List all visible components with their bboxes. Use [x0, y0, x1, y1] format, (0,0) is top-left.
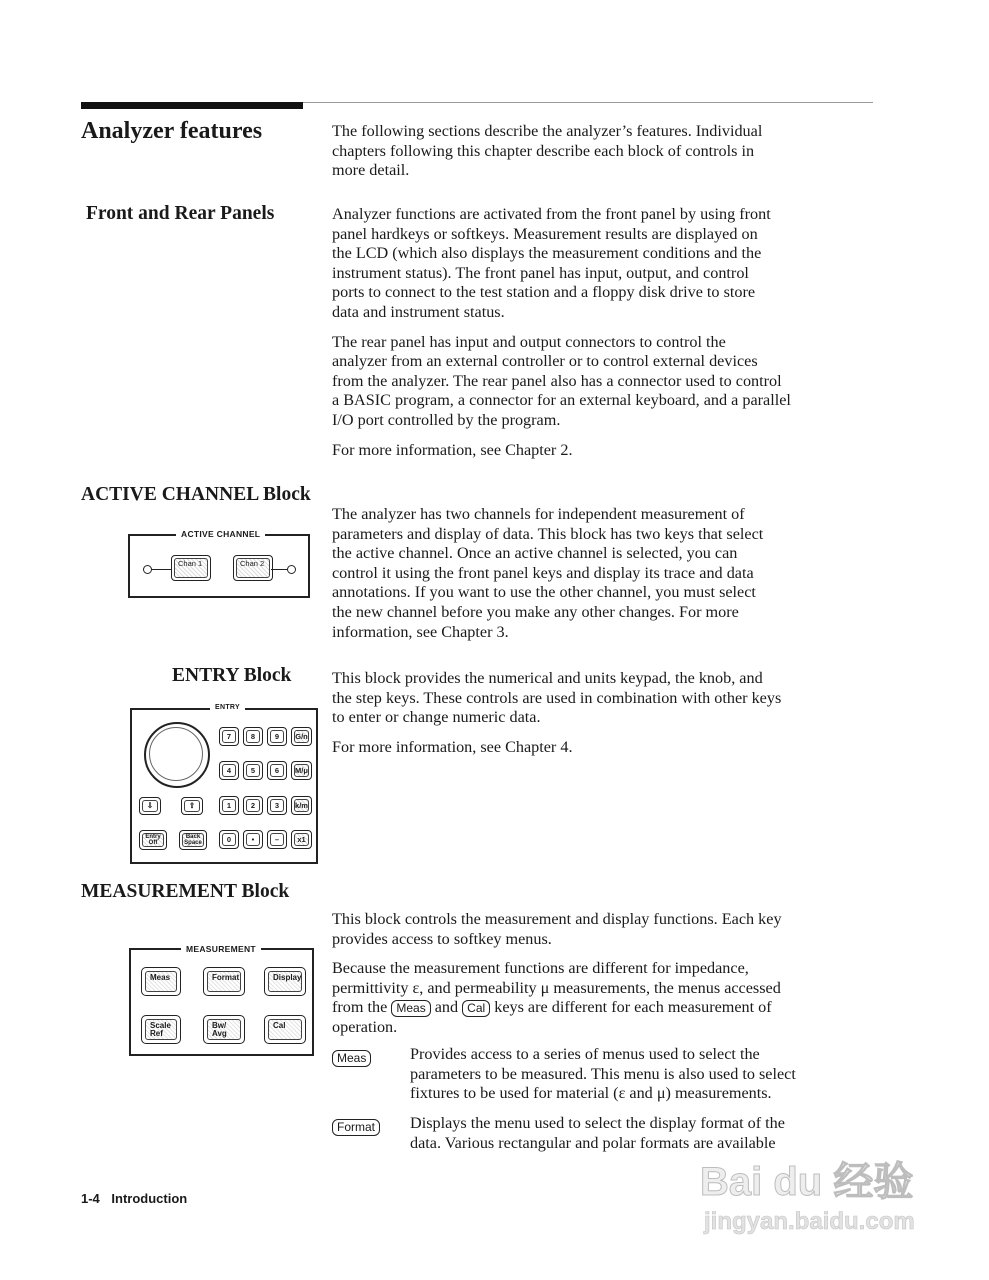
text-line: control it using the front panel keys and display its trace and data — [332, 563, 754, 582]
key-label: 6 — [270, 764, 284, 777]
text-line: Analyzer functions are activated from the front panel by using front — [332, 205, 771, 223]
text-line: data. Various rectangular and polar formats are available — [410, 1133, 776, 1152]
key-k-m — [291, 796, 312, 815]
key-label: 1 — [222, 799, 236, 812]
text-line: data and instrument status. — [332, 302, 505, 321]
key-label: 5 — [246, 764, 260, 777]
text-line: ports to connect to the test station and a floppy disk drive to store — [332, 283, 756, 302]
led-indicator-icon — [287, 565, 296, 574]
key-label: 7 — [222, 730, 236, 743]
footer-section-title: Introduction — [111, 1191, 188, 1206]
text-line: panel hardkeys or softkeys. Measurement results are displayed on — [332, 224, 758, 243]
paragraph — [332, 205, 877, 323]
text-line: I/O port controlled by the program. — [332, 410, 561, 429]
key-label: M/μ — [294, 764, 309, 777]
paragraph — [332, 333, 877, 431]
watermark-url: jingyan.baidu.com — [704, 1208, 915, 1235]
key-4 — [219, 761, 239, 780]
baidu-watermark-logo: Bai du 经验 — [700, 1160, 914, 1204]
chan-1-key — [171, 555, 211, 581]
text-line: more detail. — [332, 161, 410, 180]
header-rule-thin — [303, 102, 873, 103]
chan-2-key — [233, 555, 273, 581]
key-label: Back Space — [182, 833, 204, 847]
key-label: G/n — [294, 730, 309, 743]
meas-term — [332, 1047, 371, 1067]
key-7 — [219, 727, 239, 746]
text-line: the new channel before you make any other changes. For more — [332, 602, 739, 621]
key-label: 2 — [246, 799, 260, 812]
measurement-panel-illustration — [129, 944, 314, 1056]
key-label: 0 — [222, 833, 236, 846]
measurement-text — [332, 910, 877, 1048]
text-line: parameters and display of data. This block has two keys that select — [332, 524, 764, 543]
intro-paragraph — [332, 122, 762, 181]
text-line: For more information, see Chapter 4. — [332, 737, 573, 756]
key-label: Meas — [145, 971, 177, 992]
key-label: 9 — [270, 730, 284, 743]
text-line: Displays the menu used to select the display format of the — [410, 1114, 785, 1132]
text-line: chapters following this chapter describe each block of controls in — [332, 141, 755, 160]
text-line: This block provides the numerical and units keypad, the knob, and — [332, 669, 763, 687]
page-number: 1-4 — [81, 1191, 100, 1206]
text-line: a BASIC program, a connector for an external keyboard, and a parallel — [332, 391, 791, 410]
knob-inner — [149, 727, 203, 781]
paragraph — [332, 738, 781, 758]
key-8 — [243, 727, 263, 746]
text-fragment: and — [434, 998, 459, 1017]
text-line: parameters to be measured. This menu is also used to select — [410, 1064, 796, 1083]
active-channel-panel-illustration — [128, 529, 310, 598]
text-line: permittivity ε, and permeability μ measurements, the menus accessed — [332, 978, 781, 997]
text-line: For more information, see Chapter 2. — [332, 440, 573, 459]
entry-text — [332, 669, 781, 767]
text-line: The rear panel has input and output connectors to control the — [332, 332, 726, 351]
arrow-up-icon: ⇧ — [184, 800, 200, 812]
arrow-down-icon: ⇩ — [142, 800, 158, 812]
text-line: This block controls the measurement and display functions. Each key — [332, 910, 782, 928]
text-line: the step keys. These controls are used in combination with other keys — [332, 688, 782, 707]
key-label: Format — [207, 971, 241, 992]
key-label: Bw/ Avg — [207, 1019, 241, 1040]
section-heading-analyzer-features: Analyzer features — [81, 118, 263, 144]
header-rule-thick — [81, 102, 303, 109]
key-x1 — [291, 830, 312, 849]
text-line: instrument status). The front panel has input, output, and control — [332, 263, 749, 282]
text-line: fixtures to be used for material (ε and μ) measurements. — [410, 1084, 772, 1103]
front-rear-text — [332, 205, 877, 470]
key-label: 3 — [270, 799, 284, 812]
text-line: Because the measurement functions are different for impedance, — [332, 959, 749, 978]
text-line: the active channel. Once an active channel is selected, you can — [332, 544, 738, 563]
text-line: The analyzer has two channels for independent measurement of — [332, 505, 745, 523]
key-g-n — [291, 727, 312, 746]
meas-key-inline: Meas — [332, 1050, 371, 1067]
step-down-key — [139, 797, 161, 815]
page-footer — [81, 1191, 187, 1206]
meas-key-inline: Meas — [391, 1000, 430, 1017]
text-line: from the analyzer. The rear panel also has a connector used to control — [332, 371, 782, 390]
key-label: Chan 1 — [174, 558, 208, 578]
key-label: Chan 2 — [236, 558, 270, 578]
entry-panel-illustration — [130, 704, 318, 864]
text-fragment: from the — [332, 998, 388, 1017]
key-6 — [267, 761, 287, 780]
display-key — [264, 967, 306, 996]
format-definition — [410, 1114, 785, 1153]
text-line: to enter or change numeric data. — [332, 708, 541, 727]
text-line — [332, 998, 877, 1018]
active-channel-text — [332, 505, 763, 642]
meas-definition — [410, 1045, 796, 1104]
key-label: – — [270, 833, 284, 846]
key-label: 8 — [246, 730, 260, 743]
key-label: Entry Off — [142, 833, 164, 847]
text-line: The following sections describe the analyzer’s features. Individual — [332, 122, 763, 140]
paragraph — [332, 910, 877, 949]
key-label: Scale Ref — [145, 1019, 177, 1040]
paragraph — [332, 669, 781, 728]
knob-icon — [144, 722, 210, 788]
key-label: 4 — [222, 764, 236, 777]
key-label: x1 — [294, 833, 309, 846]
text-line: annotations. If you want to use the other channel, you must select — [332, 583, 756, 602]
key-5 — [243, 761, 263, 780]
text-line: the LCD (which also displays the measurement conditions and the — [332, 244, 762, 263]
section-heading-measurement: MEASUREMENT Block — [81, 881, 290, 902]
key-label: Display — [268, 971, 302, 992]
key-m-micro — [291, 761, 312, 780]
meas-key — [141, 967, 181, 996]
led-indicator-icon — [143, 565, 152, 574]
key-3 — [267, 796, 287, 815]
section-heading-entry: ENTRY Block — [172, 665, 292, 686]
entry-off-key — [139, 830, 167, 850]
back-space-key — [179, 830, 207, 850]
text-line: Provides access to a series of menus used to select the — [410, 1045, 760, 1063]
key-2 — [243, 796, 263, 815]
text-fragment: keys are different for each measurement of — [494, 998, 772, 1017]
text-line: information, see Chapter 3. — [332, 622, 509, 641]
key-9 — [267, 727, 287, 746]
key-label: k/m — [294, 799, 309, 812]
paragraph — [332, 441, 877, 461]
bw-avg-key — [203, 1015, 245, 1044]
text-line: provides access to softkey menus. — [332, 929, 552, 948]
key-label: Cal — [268, 1019, 302, 1040]
key-0 — [219, 830, 239, 849]
cal-key-inline: Cal — [462, 1000, 490, 1017]
text-line: operation. — [332, 1017, 398, 1036]
cal-key — [264, 1015, 306, 1044]
scale-ref-key — [141, 1015, 181, 1044]
panel-title: ENTRY — [210, 704, 245, 711]
section-heading-front-rear: Front and Rear Panels — [86, 203, 275, 224]
key-decimal — [243, 830, 263, 849]
panel-title: ACTIVE CHANNEL — [176, 529, 265, 539]
paragraph — [332, 959, 877, 1037]
text-line: analyzer from an external controller or to control external devices — [332, 352, 758, 371]
format-key-inline: Format — [332, 1119, 380, 1136]
key-minus — [267, 830, 287, 849]
key-label: • — [246, 833, 260, 846]
step-up-key — [181, 797, 203, 815]
panel-title: MEASUREMENT — [181, 944, 261, 954]
key-1 — [219, 796, 239, 815]
format-term — [332, 1116, 380, 1136]
section-heading-active-channel: ACTIVE CHANNEL Block — [81, 484, 311, 505]
format-key — [203, 967, 245, 996]
